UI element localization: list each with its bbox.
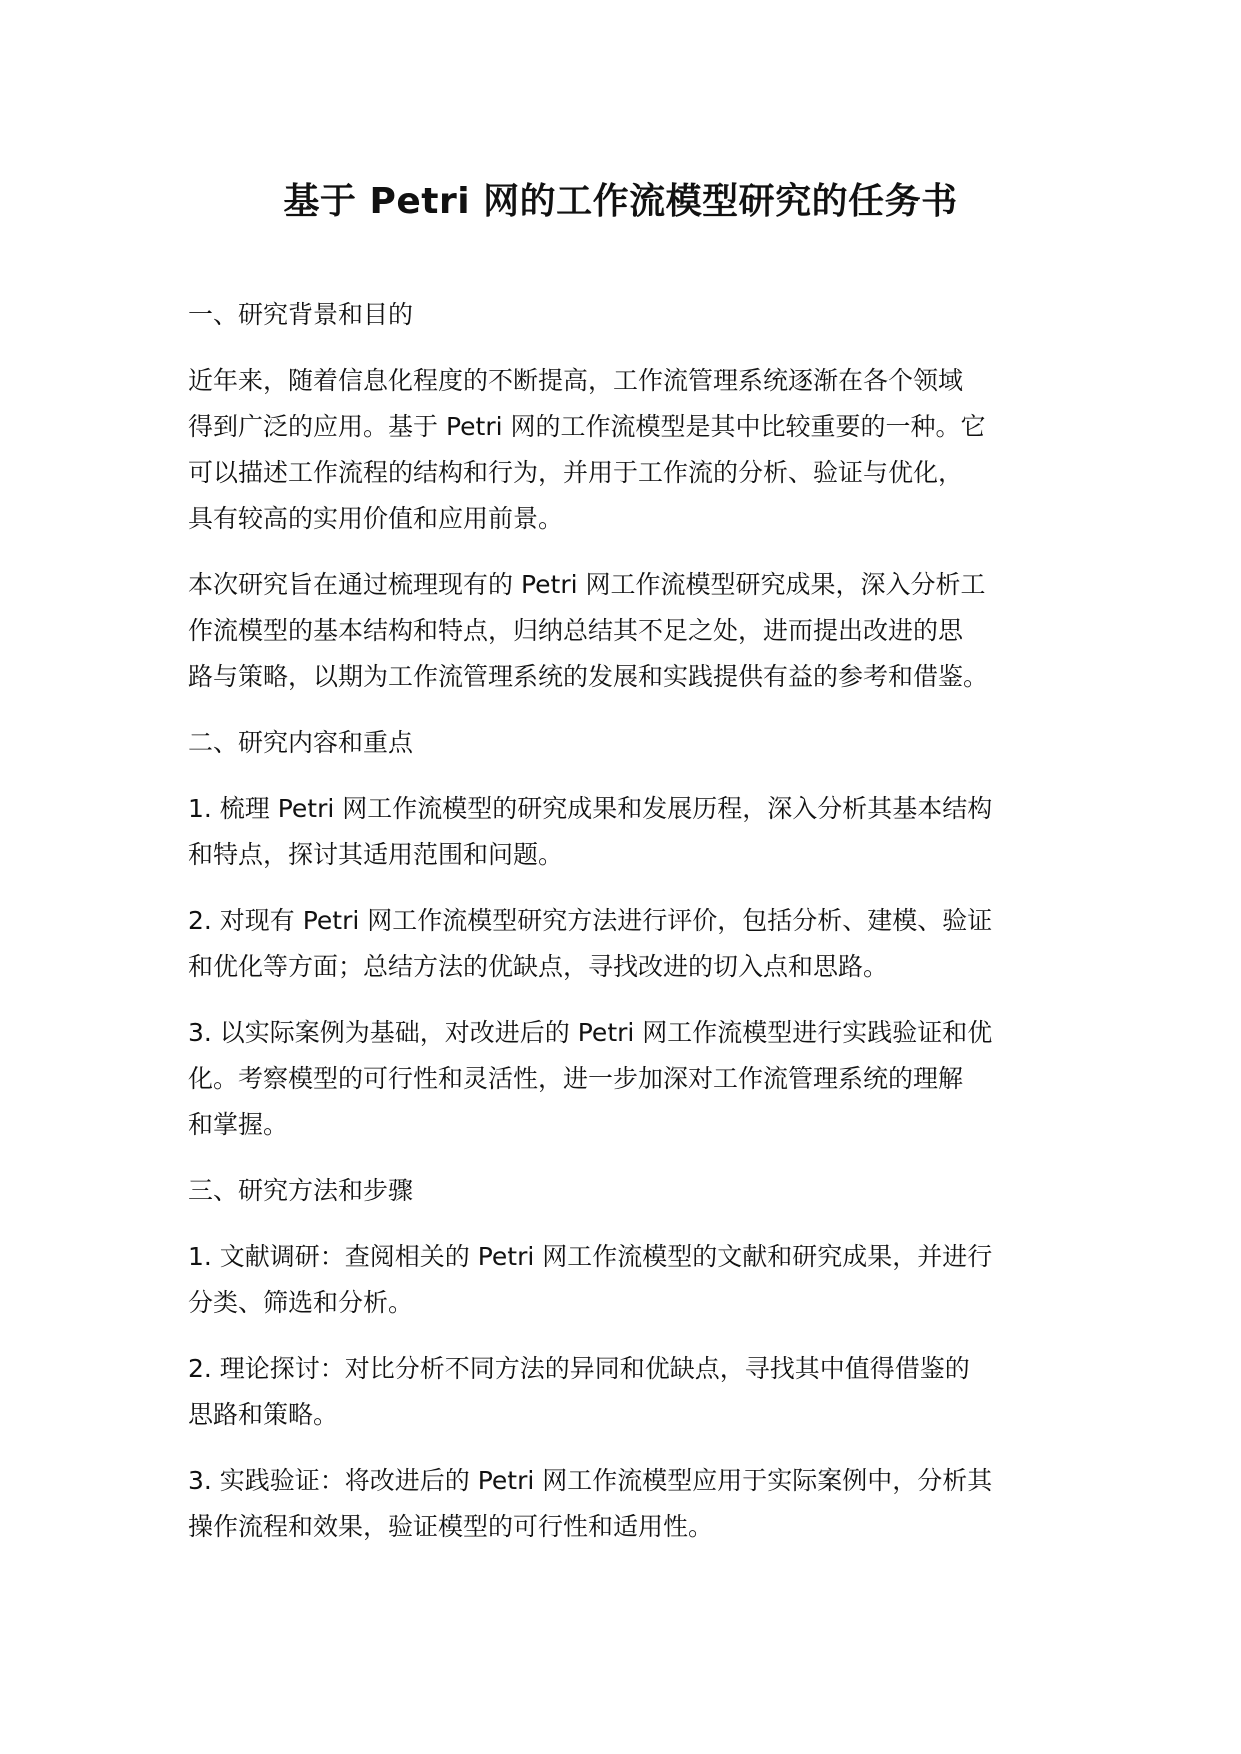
method-item-2	[188, 1346, 1068, 1438]
content-item-3	[188, 1010, 1068, 1148]
paragraph-line: 操作流程和效果，验证模型的可行性和适用性。	[188, 1512, 714, 1541]
paragraph-line: 作流模型的基本结构和特点，归纳总结其不足之处，进而提出改进的思	[188, 616, 964, 645]
paragraph-line: 和掌握。	[188, 1110, 289, 1139]
paragraph-line: 得到广泛的应用。基于 Petri 网的工作流模型是其中比较重要的一种。它	[188, 412, 986, 441]
paragraph-line: 近年来，随着信息化程度的不断提高，工作流管理系统逐渐在各个领域	[188, 366, 964, 395]
paragraph-line: 和优化等方面；总结方法的优缺点，寻找改进的切入点和思路。	[188, 952, 889, 981]
paragraph-background-1	[188, 358, 1068, 542]
section-heading-content: 二、研究内容和重点	[188, 728, 414, 757]
document-body	[188, 292, 1068, 1570]
paragraph-line: 3. 实践验证：将改进后的 Petri 网工作流模型应用于实际案例中，分析其	[188, 1466, 993, 1495]
paragraph-line: 2. 理论探讨：对比分析不同方法的异同和优缺点，寻找其中值得借鉴的	[188, 1354, 970, 1383]
paragraph-line: 路与策略，以期为工作流管理系统的发展和实践提供有益的参考和借鉴。	[188, 662, 989, 691]
paragraph-line: 1. 梳理 Petri 网工作流模型的研究成果和发展历程，深入分析其基本结构	[188, 794, 993, 823]
document-title: 基于 Petri 网的工作流模型研究的任务书	[283, 181, 958, 222]
method-item-3	[188, 1458, 1068, 1550]
content-item-1	[188, 786, 1068, 878]
section-heading-background: 一、研究背景和目的	[188, 300, 414, 329]
paragraph-background-2	[188, 562, 1068, 700]
paragraph-line: 本次研究旨在通过梳理现有的 Petri 网工作流模型研究成果，深入分析工	[188, 570, 986, 599]
paragraph-line: 分类、筛选和分析。	[188, 1288, 414, 1317]
paragraph-line: 1. 文献调研：查阅相关的 Petri 网工作流模型的文献和研究成果，并进行	[188, 1242, 993, 1271]
paragraph-line: 3. 以实际案例为基础，对改进后的 Petri 网工作流模型进行实践验证和优	[188, 1018, 993, 1047]
paragraph-line: 2. 对现有 Petri 网工作流模型研究方法进行评价，包括分析、建模、验证	[188, 906, 993, 935]
section-heading-methods: 三、研究方法和步骤	[188, 1176, 414, 1205]
method-item-1	[188, 1234, 1068, 1326]
paragraph-line: 可以描述工作流程的结构和行为，并用于工作流的分析、验证与优化，	[188, 458, 964, 487]
paragraph-line: 具有较高的实用价值和应用前景。	[188, 504, 564, 533]
paragraph-line: 和特点，探讨其适用范围和问题。	[188, 840, 564, 869]
paragraph-line: 化。考察模型的可行性和灵活性，进一步加深对工作流管理系统的理解	[188, 1064, 964, 1093]
paragraph-line: 思路和策略。	[188, 1400, 339, 1429]
content-item-2	[188, 898, 1068, 990]
